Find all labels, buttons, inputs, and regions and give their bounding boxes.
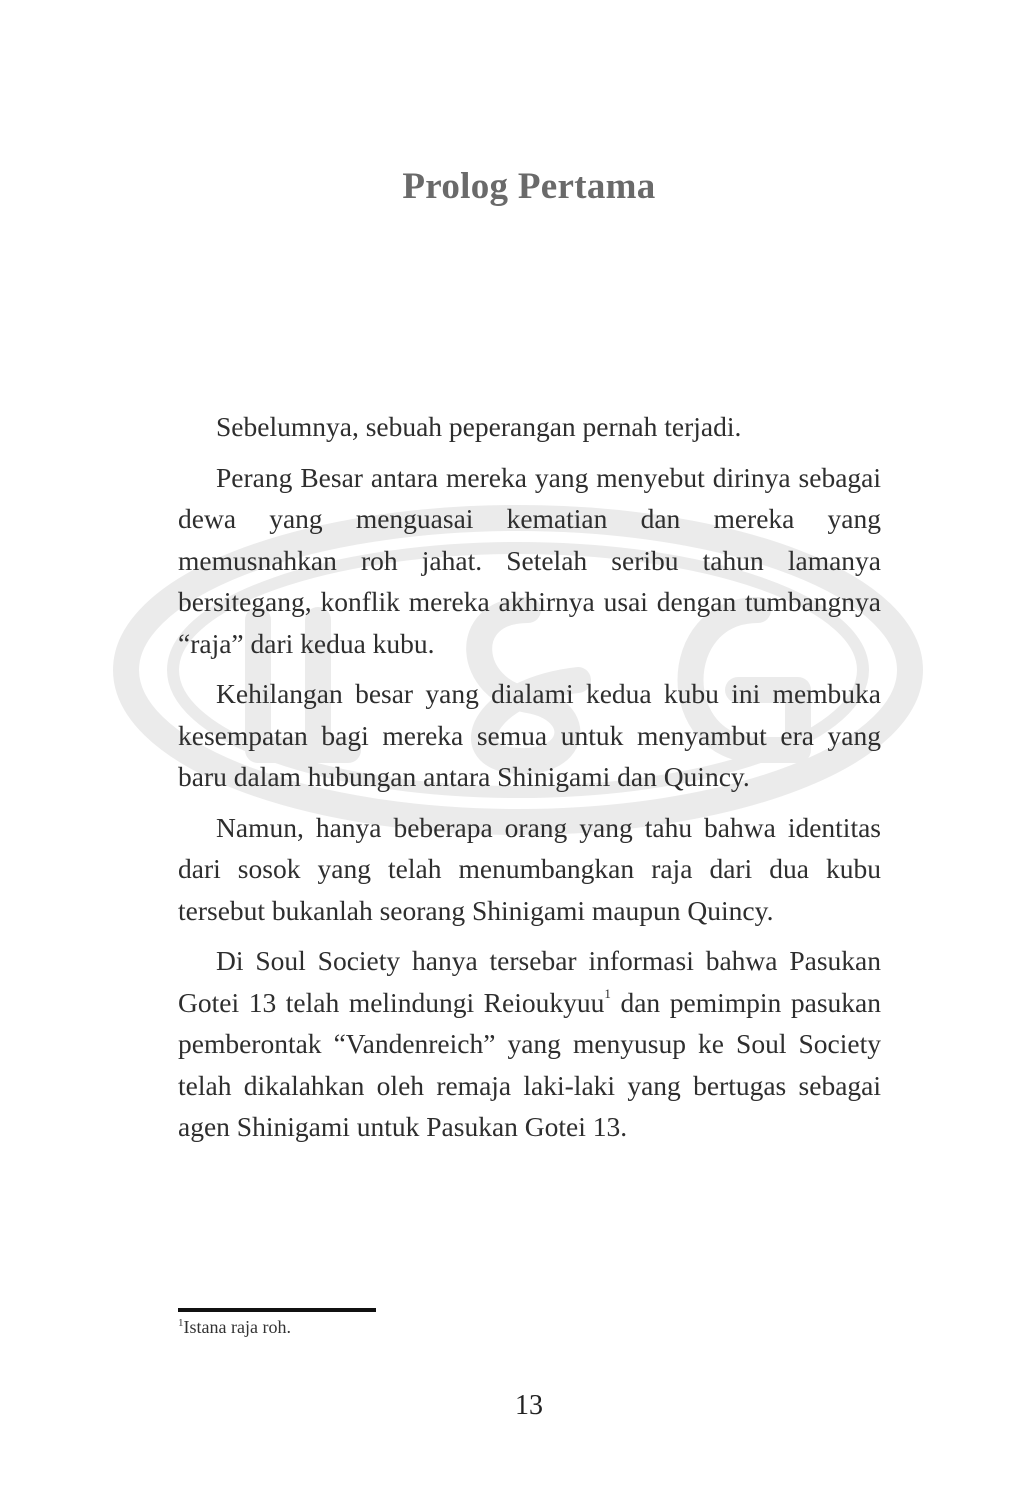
- chapter-title: Prolog Pertama: [402, 166, 656, 207]
- paragraph: Kehilangan besar yang dialami kedua kubu ini membuka kesempatan bagi mereka semua untuk menyambut era yang baru dalam hubungan antara Shinigami dan Quincy.: [178, 678, 881, 792]
- paragraph-text-part: Di Soul Society hanya tersebar informasi bahwa Pasukan Gotei 13 telah melindungi Reioukyuu: [178, 945, 881, 1018]
- paragraph: Sebelumnya, sebuah peperangan pernah terjadi.: [216, 411, 742, 442]
- footnote-text: Istana raja roh.: [183, 1317, 291, 1337]
- chapter-body: [178, 406, 881, 1157]
- paragraph-with-footnote: [178, 940, 881, 1148]
- paragraph: Namun, hanya beberapa orang yang tahu bahwa identitas dari sosok yang telah menumbangkan raja dari dua kubu tersebut bukanlah seorang Shinigami maupun Quincy.: [178, 811, 881, 926]
- footnote-reference: 1: [604, 985, 611, 1001]
- footnote-number: 1: [178, 1317, 184, 1329]
- footnote: [178, 1317, 291, 1338]
- paragraph-text-part: dan pemimpin pasukan pemberontak “Vandenreich” yang menyusup ke Soul Society telah dikalahkan oleh remaja laki-laki yang bertugas sebagai agen Shinigami untuk Pasukan Gotei 13.: [178, 986, 881, 1142]
- page-number: 13: [515, 1390, 543, 1421]
- paragraph: Perang Besar antara mereka yang menyebut dirinya sebagai dewa yang menguasai kematian dan mereka yang memusnahkan roh jahat. Setelah seribu tahun lamanya bersitegang, konflik mereka akhirnya usai dengan tumbangnya “raja” dari kedua kubu.: [178, 461, 881, 659]
- footnote-divider: [178, 1308, 376, 1312]
